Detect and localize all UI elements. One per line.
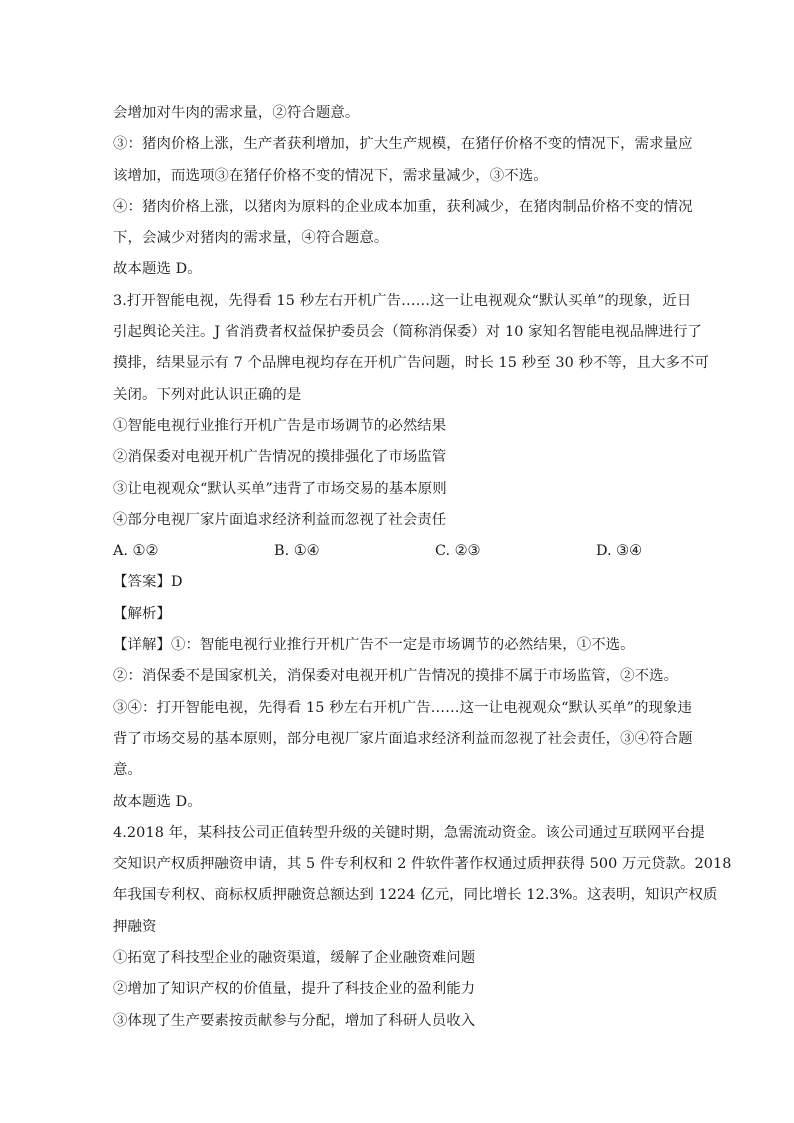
- statement-item: ②增加了知识产权的价值量，提升了科技企业的盈利能力: [113, 981, 476, 998]
- text-line: 故本题选 D。: [113, 261, 202, 278]
- statement-item: ①智能电视行业推行开机广告是市场调节的必然结果: [113, 417, 447, 434]
- statement-list: [113, 943, 684, 1037]
- stem-line: 摸排，结果显示有 7 个品牌电视均存在开机广告问题，时长 15 秒至 30 秒不等，且大多不可: [113, 355, 709, 372]
- question-3: [113, 286, 709, 818]
- option-b: B. ①④: [274, 543, 320, 560]
- answer-line: 【答案】D: [113, 574, 183, 591]
- analysis-line: 背了市场交易的基本原则，部分电视厂家片面追求经济利益而忽视了社会责任，③④符合题: [113, 730, 693, 747]
- text-line: 该增加，而选项③在猪仔价格不变的情况下，需求量减少，③不选。: [113, 167, 548, 184]
- text-line: 下，会减少对猪肉的需求量，④符合题意。: [113, 230, 389, 247]
- stem-line: 年我国专利权、商标权质押融资总额达到 1224 亿元，同比增长 12.3%。这表明，知识产权质: [113, 887, 718, 904]
- stem-line: 交知识产权质押融资申请，其 5 件专利权和 2 件软件著作权通过质押获得 500 万元贷款。2018: [113, 856, 732, 873]
- stem-line: 押融资: [113, 918, 157, 935]
- option-c: C. ②③: [435, 543, 481, 560]
- statement-list: [113, 411, 684, 536]
- statement-item: ④部分电视厂家片面追求经济利益而忽视了社会责任: [113, 511, 447, 528]
- text-line: ④：猪肉价格上涨，以猪肉为原料的企业成本加重，获利减少，在猪肉制品价格不变的情况: [113, 198, 693, 215]
- text-line: ③：猪肉价格上涨，生产者获利增加，扩大生产规模，在猪仔价格不变的情况下，需求量应: [113, 136, 693, 153]
- analysis-line: 故本题选 D。: [113, 793, 202, 810]
- stem-line: 4.2018 年，某科技公司正值转型升级的关键时期，急需流动资金。该公司通过互联网平台提: [113, 824, 705, 841]
- stem-line: 3.打开智能电视，先得看 15 秒左右开机广告……这一让电视观众“默认买单”的现象，近日: [113, 292, 692, 309]
- prev-question-explanation: [113, 98, 693, 286]
- stem-line: 引起舆论关注。J 省消费者权益保护委员会（简称消保委）对 10 家知名智能电视品牌进行了: [113, 324, 703, 341]
- analysis-line: ②：消保委不是国家机关，消保委对电视开机广告情况的摸排不属于市场监管，②不选。: [113, 668, 679, 685]
- analysis-line: 意。: [113, 762, 142, 779]
- stem-line: 关闭。下列对此认识正确的是: [113, 386, 302, 403]
- statement-item: ③让电视观众“默认买单”违背了市场交易的基本原则: [113, 480, 447, 497]
- analysis-line: 【详解】①：智能电视行业推行开机广告不一定是市场调节的必然结果，①不选。: [113, 637, 635, 654]
- analysis-heading: 【解析】: [113, 605, 171, 622]
- question-4: [113, 818, 732, 1037]
- option-a: A. ①②: [113, 543, 159, 560]
- analysis-text: [113, 630, 693, 818]
- analysis-line: ③④：打开智能电视，先得看 15 秒左右开机广告……这一让电视观众“默认买单”的现象违: [113, 699, 692, 716]
- statement-item: ③体现了生产要素按贡献参与分配，增加了科研人员收入: [113, 1012, 476, 1029]
- statement-item: ①拓宽了科技型企业的融资渠道，缓解了企业融资难问题: [113, 950, 476, 967]
- statement-item: ②消保委对电视开机广告情况的摸排强化了市场监管: [113, 449, 447, 466]
- question-stem: [113, 818, 732, 943]
- question-stem: [113, 286, 709, 411]
- text-line: 会增加对牛肉的需求量，②符合题意。: [113, 105, 360, 121]
- answer-options: [113, 536, 684, 567]
- option-d: D. ③④: [596, 543, 642, 560]
